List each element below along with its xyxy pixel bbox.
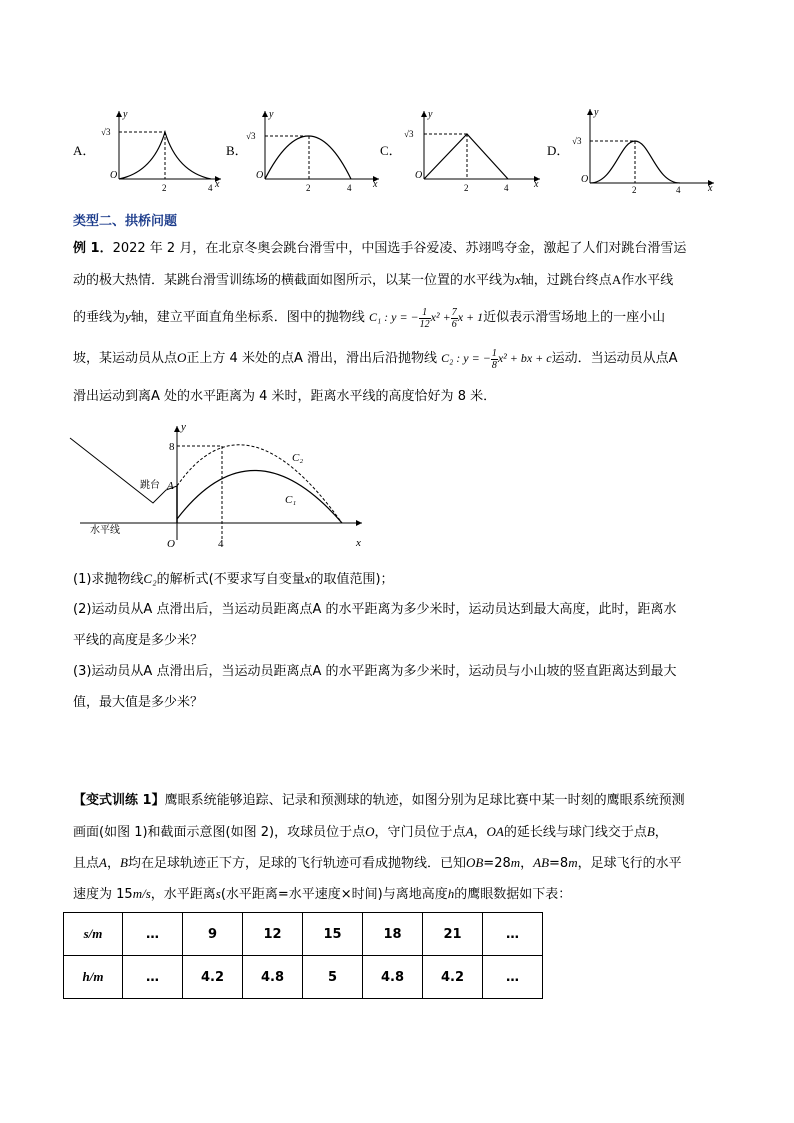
- example-prefix: 例 1．: [73, 241, 113, 256]
- table-cell: …: [123, 913, 183, 956]
- x-axis-label: x: [373, 179, 378, 190]
- variant-line-1: 【变式训练 1】鹰眼系统能够追踪、记录和预测球的轨迹，如图分别为足球比赛中某一时刻的鹰眼系统预测: [73, 793, 685, 808]
- question-3-line-2: 值，最大值是多少米？: [73, 695, 204, 710]
- variant-line-2: 画面(如图 1)和截面示意图(如图 2)，攻球员位于点O，守门员位于点A，OA的延长线与球门线交于点B，: [73, 824, 668, 840]
- origin-label: O: [256, 170, 264, 181]
- sqrt3-label: √3: [572, 136, 582, 146]
- example-line-3: 的垂线为y轴，建立平面直角坐标系．图中的抛物线 C₁ : y = − $\frac{1}{12}$ x² + $\frac{7}{6}$ x + 1近似表示滑雪场地上的一座小山: [73, 306, 666, 330]
- graph-option-c: [400, 107, 545, 193]
- hawkeye-data-table: [63, 912, 543, 999]
- section-title: 类型二、拱桥问题: [73, 214, 178, 229]
- tick-4: 4: [347, 183, 352, 193]
- example-line-4: 坡，某运动员从点O正上方 4 米处的点A 滑出，滑出后沿抛物线 C₂ : y = − $\frac{1}{8}$ x² + bx + c运动．当运动员从点A: [73, 347, 678, 371]
- tick-4: 4: [504, 183, 509, 193]
- tick-2: 2: [162, 183, 167, 193]
- question-1: (1)求抛物线C₂的解析式(不要求写自变量x的取值范围)；: [73, 571, 394, 587]
- variant-tag: 【变式训练 1】: [73, 793, 165, 808]
- example-line-2: 动的极大热情．某跳台滑雪训练场的横截面如图所示，以某一位置的水平线为x轴，过跳台终点A作水平线: [73, 272, 674, 288]
- table-cell: …: [483, 956, 543, 999]
- table-cell: 4.2: [183, 956, 243, 999]
- variant-line-4: 速度为 15m/s，水平距离s(水平距离=水平速度×时间)与离地高度h的鹰眼数据如下表：: [73, 886, 572, 902]
- table-cell: 12: [243, 913, 303, 956]
- table-row-h: [64, 956, 543, 999]
- variant-line-3: 且点A，B均在足球轨迹正下方，足球的飞行轨迹可看成抛物线．已知OB=28m，AB=8m，足球飞行的水平: [73, 855, 682, 871]
- c1-label: C₁: [285, 494, 297, 506]
- origin-label: O: [415, 170, 423, 181]
- option-d-label: D．: [547, 143, 570, 158]
- table-cell: 21: [423, 913, 483, 956]
- table-row-s: [64, 913, 543, 956]
- question-3-line-1: (3)运动员从A 点滑出后，当运动员距离点A 的水平距离为多少米时，运动员与小山坡的竖直距离达到最大: [73, 664, 677, 679]
- table-cell: s/m: [64, 913, 123, 956]
- tick-4: 4: [676, 185, 681, 195]
- y-axis-label: y: [123, 109, 128, 120]
- table-cell: 4.8: [243, 956, 303, 999]
- origin-label: O: [167, 538, 175, 550]
- y-axis-label: y: [594, 107, 599, 118]
- c2-label: C₂: [292, 452, 304, 464]
- sqrt3-label: √3: [246, 131, 256, 141]
- tick-4: 4: [208, 183, 213, 193]
- c1-equation: C₁ : y = − $\frac{1}{12}$ x² + $\frac{7}{6}$ x + 1: [368, 306, 484, 330]
- table-cell: 4.2: [423, 956, 483, 999]
- y-axis-label: y: [428, 109, 433, 120]
- jump-platform-label: 跳台: [140, 480, 160, 491]
- table-cell: 4.8: [363, 956, 423, 999]
- table-cell: …: [123, 956, 183, 999]
- tick-8: 8: [169, 441, 175, 453]
- point-a-label: A: [167, 480, 174, 492]
- table-cell: 15: [303, 913, 363, 956]
- option-c-label: C．: [380, 143, 402, 158]
- y-axis-label: y: [269, 109, 274, 120]
- sqrt3-label: √3: [404, 129, 414, 139]
- origin-label: O: [581, 174, 589, 185]
- sqrt3-label: √3: [101, 127, 111, 137]
- x-axis-label: x: [215, 179, 220, 190]
- tick-4: 4: [218, 538, 224, 550]
- tick-2: 2: [306, 183, 311, 193]
- table-cell: 9: [183, 913, 243, 956]
- table-cell: …: [483, 913, 543, 956]
- question-2-line-1: (2)运动员从A 点滑出后，当运动员距离点A 的水平距离为多少米时，运动员达到最大高度，此时，距离水: [73, 602, 677, 617]
- x-axis-label: x: [356, 537, 361, 549]
- option-b-label: B．: [226, 143, 248, 158]
- graph-option-d: [568, 105, 718, 193]
- graph-option-b: [243, 107, 383, 193]
- example-line-1: 例 1．2022 年 2 月，在北京冬奥会跳台滑雪中，中国选手谷爱凌、苏翊鸣夺金，激起了人们对跳台滑雪运: [73, 241, 687, 256]
- horizontal-line-label: 水平线: [90, 525, 120, 536]
- graph-option-a: [95, 107, 225, 193]
- example-line-5: 滑出运动到离A 处的水平距离为 4 米时，距离水平线的高度恰好为 8 米．: [73, 389, 497, 404]
- table-cell: h/m: [64, 956, 123, 999]
- origin-label: O: [110, 170, 118, 181]
- x-axis-label: x: [534, 179, 539, 190]
- c2-equation: C₂ : y = − $\frac{1}{8}$ x² + bx + c: [441, 347, 552, 371]
- table-cell: 5: [303, 956, 363, 999]
- x-axis-label: x: [708, 183, 713, 194]
- tick-2: 2: [464, 183, 469, 193]
- table-cell: 18: [363, 913, 423, 956]
- ski-jump-figure: [70, 418, 370, 553]
- question-2-line-2: 平线的高度是多少米？: [73, 633, 204, 648]
- y-axis-label: y: [181, 421, 186, 433]
- tick-2: 2: [632, 185, 637, 195]
- option-a-label: A．: [73, 143, 96, 158]
